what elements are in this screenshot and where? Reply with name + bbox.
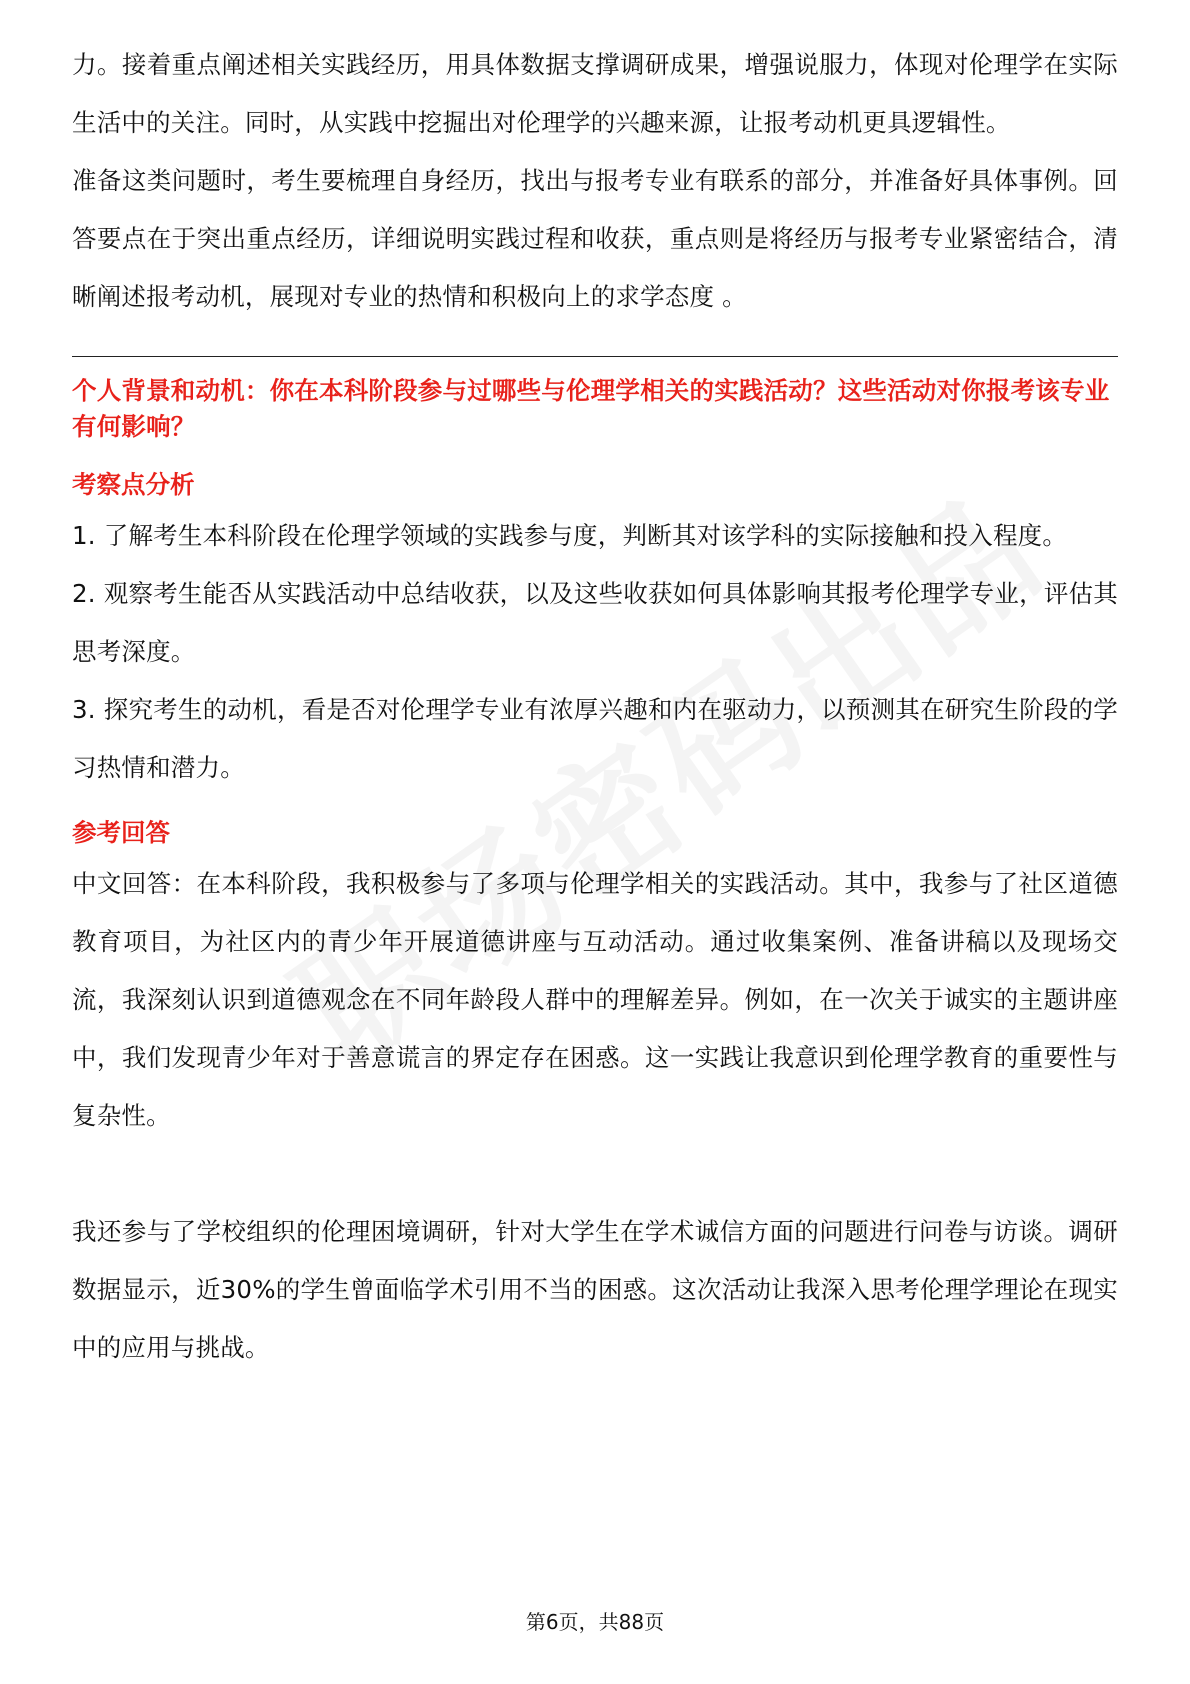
analysis-point-list — [72, 507, 1118, 797]
question-heading: 个人背景和动机：你在本科阶段参与过哪些与伦理学相关的实践活动？这些活动对你报考该专业有何影响？ — [72, 376, 1110, 441]
intro-paragraph-2: 准备这类问题时，考生要梳理自身经历，找出与报考专业有联系的部分，并准备好具体事例。回答要点在于突出重点经历，详细说明实践过程和收获，重点则是将经历与报考专业紧密结合，清晰阐述报考动机，展现对专业的热情和积极向上的求学态度 。 — [72, 166, 1118, 311]
analysis-point-3: 3. 探究考生的动机，看是否对伦理学专业有浓厚兴趣和内在驱动力，以预测其在研究生阶段的学习热情和潜力。 — [72, 695, 1118, 782]
section-divider — [72, 356, 1118, 357]
reference-paragraph-1: 中文回答：在本科阶段，我积极参与了多项与伦理学相关的实践活动。其中，我参与了社区道德教育项目，为社区内的青少年开展道德讲座与互动活动。通过收集案例、准备讲稿以及现场交流，我深刻认识到道德观念在不同年龄段人群中的理解差异。例如，在一次关于诚实的主题讲座中，我们发现青少年对于善意谎言的界定存在困惑。这一实践让我意识到伦理学教育的重要性与复杂性。 — [72, 869, 1118, 1130]
analysis-point-2: 2. 观察考生能否从实践活动中总结收获，以及这些收获如何具体影响其报考伦理学专业，评估其思考深度。 — [72, 579, 1118, 666]
analysis-title: 考察点分析 — [72, 470, 195, 499]
page-footer: 第6页，共88页 — [525, 1610, 665, 1634]
paragraph-gap — [72, 1145, 1118, 1203]
analysis-point-1: 1. 了解考生本科阶段在伦理学领域的实践参与度，判断其对该学科的实际接触和投入程度。 — [72, 521, 1068, 550]
reference-title: 参考回答 — [72, 818, 170, 847]
document-page — [72, 36, 1118, 1377]
reference-paragraph-2: 我还参与了学校组织的伦理困境调研，针对大学生在学术诚信方面的问题进行问卷与访谈。调研数据显示，近30%的学生曾面临学术引用不当的困惑。这次活动让我深入思考伦理学理论在现实中的应用与挑战。 — [72, 1217, 1118, 1362]
intro-paragraph-1: 力。接着重点阐述相关实践经历，用具体数据支撑调研成果，增强说服力，体现对伦理学在实际生活中的关注。同时，从实践中挖掘出对伦理学的兴趣来源，让报考动机更具逻辑性。 — [72, 50, 1118, 137]
